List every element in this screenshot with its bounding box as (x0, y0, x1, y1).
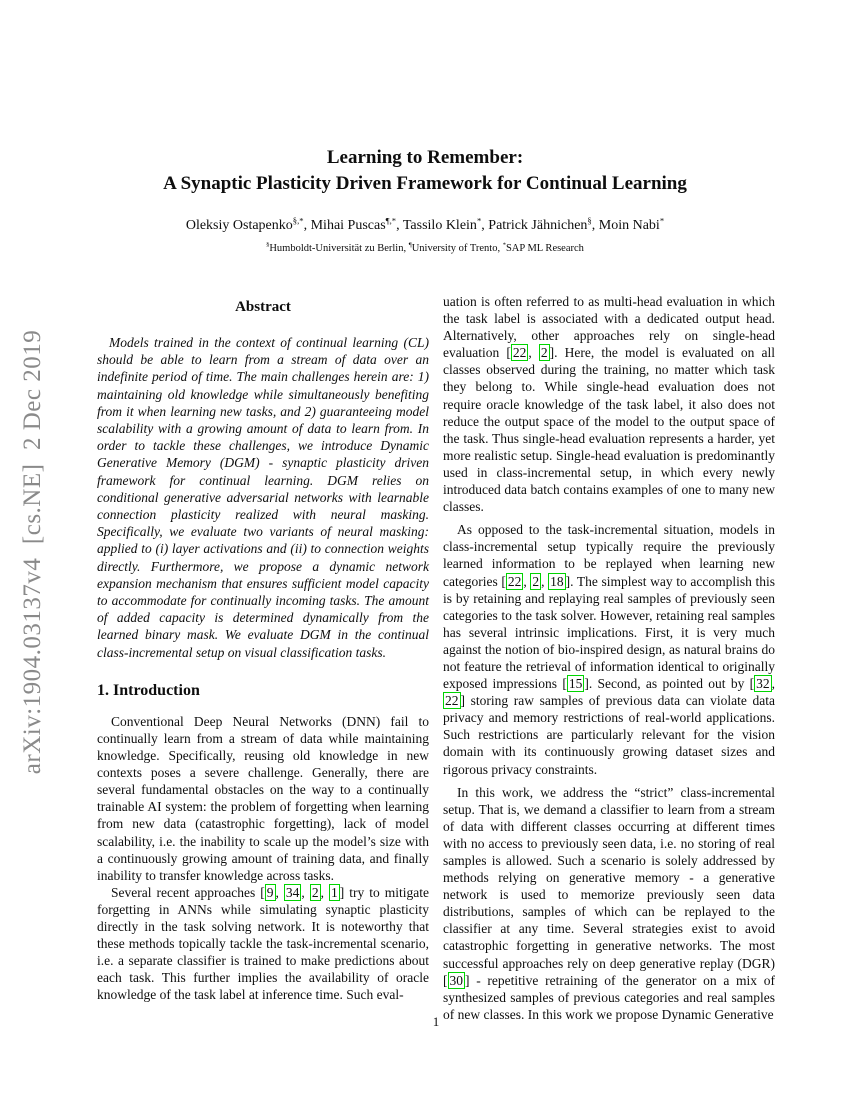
citation-ref[interactable]: 15 (568, 676, 583, 692)
left-column (97, 293, 429, 1023)
citation-ref[interactable]: 30 (449, 972, 463, 988)
right-column (443, 293, 775, 1023)
intro-paragraph-3: As opposed to the task-incremental situation, models in class-incremental setup typically require the previously learned information to be replayed when learning new categories [ 22 , 2 , 18 ]. The simplest way to accomplish this is by retaining and replaying real samples of previously seen categories to the task solver. However, retaining real samples has several intrinsic implications. First, it is very much against the notion of bio-inspired design, as natural brains do not feature the retrieval of information identical to originally exposed impressions [ 15 ]. Second, as pointed out by [ 32 , 22 ] storing raw samples of previous data can violate data privacy and memory restrictions of real-world applications. Such restrictions are particularly relevant for the vision domain with its continuously growing dataset sizes and rigorous privacy constraints. (443, 522, 776, 777)
citation-ref[interactable]: 2 (540, 345, 548, 361)
citation-ref[interactable]: 22 (445, 693, 459, 709)
paper-title (0, 145, 850, 197)
superscript-marker: §,* (292, 215, 304, 226)
two-column-body (97, 293, 775, 1023)
abstract-heading: Abstract (235, 299, 291, 315)
page-number: 1 (432, 1014, 440, 1029)
abstract-text: Models trained in the context of continual learning (CL) should be able to learn from a stream of data over an indefinite period of time. The main challenges herein are: 1) maintaining old knowledge while simultaneously benefiting from it when learning new tasks, and 2) guaranteeing model scalability with a growing amount of data to learn from. In order to tackle these challenges, we introduce Dynamic Generative Memory (DGM) - synaptic plasticity driven framework for continual learning. DGM relies on conditional generative adversarial networks with learnable connection plasticity realized with neural masking. Specifically, we evaluate two variants of neural masking: applied to (i) layer activations and (ii) to connection weights directly. Furthermore, we propose a dynamic network expansion mechanism that ensures sufficient model capacity to accommodate for continually incoming tasks. The amount of added capacity is determined dynamically from the learned binary mask. We evaluate DGM in the continual class-incremental setup on visual classification tasks. (97, 335, 429, 660)
superscript-marker: * (502, 241, 506, 249)
citation-ref[interactable]: 9 (266, 884, 274, 900)
citation-ref[interactable]: 22 (512, 345, 527, 361)
citation-ref[interactable]: 22 (507, 573, 522, 589)
paper-title-line2: A Synaptic Plasticity Driven Framework for Continual Learning (163, 173, 687, 194)
intro-paragraph-1: Conventional Deep Neural Networks (DNN) fail to continually learn from a stream of data while maintaining knowledge. Specifically, reusing old knowledge in new contexts poses a severe challenge. Generally, there are several fundamental obstacles on the way to a continually trainable AI system: the problem of forgetting when learning from new data (catastrophic forgetting), lack of model scalability, i.e. the inability to scale up the model’s size with a continuously growing amount of training data, and finally inability to transfer knowledge across tasks. (97, 713, 429, 883)
citation-ref[interactable]: 2 (311, 884, 319, 900)
citation-ref[interactable]: 1 (330, 884, 338, 900)
superscript-marker: * (659, 215, 665, 226)
authors-line: Oleksiy Ostapenko§,*, Mihai Puscas¶,*, Tassilo Klein*, Patrick Jähnichen§, Moin Nabi* (185, 215, 665, 233)
citation-ref[interactable]: 2 (532, 573, 540, 589)
arxiv-watermark: arXiv:1904.03137v4 [cs.NE] 2 Dec 2019 (19, 329, 46, 775)
superscript-marker: ¶ (408, 241, 412, 249)
intro-paragraph-2: Several recent approaches [ 9 , 34 , 2 , 1 ] try to mitigate forgetting in ANNs while simulating synaptic plasticity directly in the task solving network. It is noteworthy that these methods topically tackle the task-incremental scenario, i.e. a separate classifier is trained to make predictions about each task. This further implies the availability of oracle knowledge of the task label at inference time. Such eval- (97, 884, 430, 1003)
superscript-marker: ¶,* (385, 215, 397, 226)
citation-ref[interactable]: 18 (550, 573, 564, 589)
citation-ref[interactable]: 32 (756, 676, 770, 692)
paper-header (0, 145, 850, 254)
paper-title-line1: Learning to Remember: (326, 147, 524, 168)
superscript-marker: § (587, 215, 592, 226)
introduction-heading: 1. Introduction (97, 681, 200, 699)
affiliations-line: §Humboldt-Universität zu Berlin, ¶University of Trento, *SAP ML Research (266, 241, 584, 254)
superscript-marker: * (476, 215, 482, 226)
intro-paragraph-2-continued: uation is often referred to as multi-head evaluation in which the task label is associated with a dedicated output head. Alternatively, other approaches rely on single-head evaluation [ 22 , 2 ]. Here, the model is evaluated on all classes observed during the training, no matter which task they belong to. While single-head evaluation does not require oracle knowledge of the task label, it also does not reduce the output space of the model to the output space of the task. Thus single-head evaluation represents a harder, yet more realistic setup. Single-head evaluation is predominantly used in class-incremental setup, in which every newly introduced data batch contains examples of one to many new classes. (443, 294, 776, 515)
superscript-marker: § (266, 241, 270, 249)
citation-ref[interactable]: 34 (285, 884, 300, 900)
intro-paragraph-4: In this work, we address the “strict” class-incremental setup. That is, we demand a classifier to learn from a stream of data with different classes occurring at different times with no access to previously seen data, i.e. no storing of real samples is allowed. Such a scenario is solely addressed by methods relying on generative memory - a generative network is used to memorize previously seen data distributions, samples of which can be replayed to the classifier at any time. Several strategies exist to avoid catastrophic forgetting in generative networks. The most successful approaches rely on deep generative replay (DGR) [ 30 ] - repetitive retraining of the generator on a mix of synthesized samples of previous categories and real samples of new classes. In this work we propose Dynamic Generative (443, 784, 775, 1022)
